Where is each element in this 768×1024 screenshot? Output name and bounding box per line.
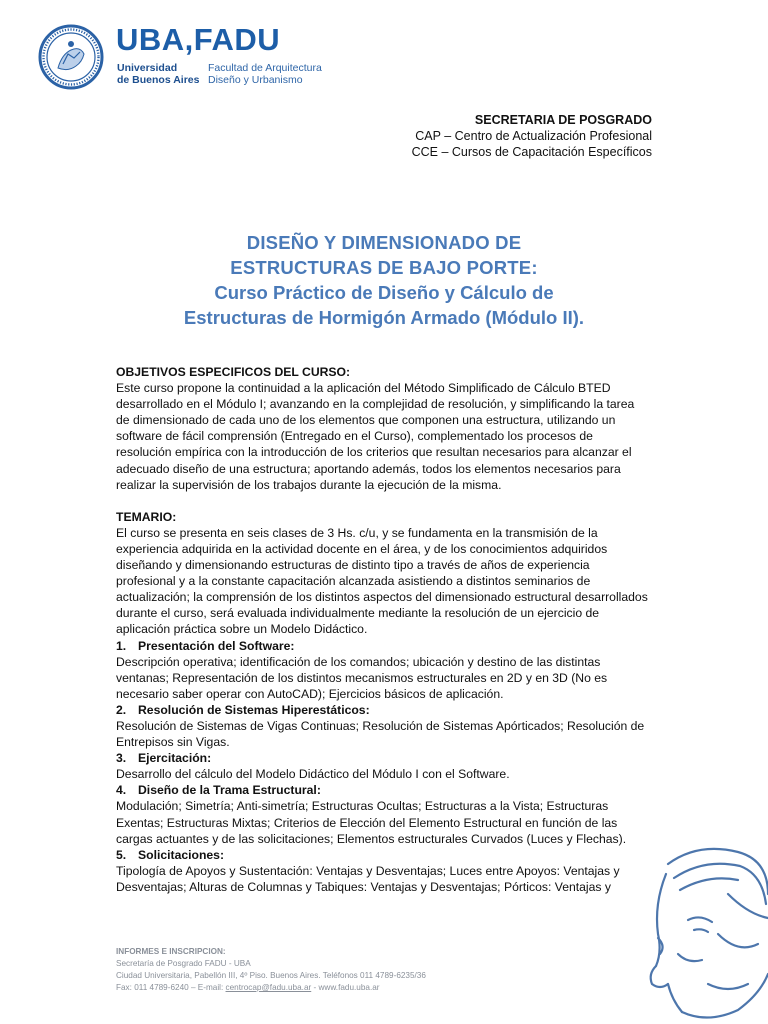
footer-contact [116, 946, 426, 994]
temario-item-title: 1. Presentación del Software: [116, 638, 295, 653]
secretaria-line: SECRETARIA DE POSGRADO [474, 113, 652, 127]
secretaria-block [412, 112, 652, 160]
university-seal-icon [38, 24, 104, 90]
temario-item-title: 4. Diseño de la Trama Estructural: [116, 783, 321, 798]
footer-secretaria: Secretaría de Posgrado FADU - UBA [116, 959, 251, 968]
temario-item-text: Resolución de Sistemas de Vigas Continuas; Resolución de Sistemas Apórticados; Resolución de Entrepisos sin Vigas. [116, 718, 645, 750]
title-line-3: Curso Práctico de Diseño y Cálculo de [214, 282, 554, 303]
temario-item-title: 3. Ejercitación: [116, 751, 212, 766]
temario-intro: El curso se presenta en seis clases de 3 Hs. c/u, y se fundamenta en la transmisión de la experiencia adquirida en la actividad docente en el área, y de los conocimientos adquiridos diseñando y dimensionando estructuras de distinto tipo a través de años de experiencia profesional y a la constante capacitación alcanzada asistiendo a distintos seminarios de actualización; la comprensión de los distintos aspectos del dimensionado estructural desarrollados durante el curso, será evaluada individualmente mediante la resolución de un ejercicio de aplicación práctica sobre un Modelo Didáctico. [116, 525, 648, 637]
decorative-face-drawing-icon [608, 834, 768, 1024]
title-line-1: DISEÑO Y DIMENSIONADO DE [246, 232, 522, 253]
website-link[interactable]: www.fadu.uba.ar [318, 983, 380, 992]
cap-line: CAP – Centro de Actualización Profesional [415, 129, 652, 143]
footer-heading: INFORMES E INSCRIPCION: [116, 947, 226, 956]
university-name: Universidad de Buenos Aires [117, 62, 200, 86]
temario-item-title: 5. Solicitaciones: [116, 847, 225, 862]
brand-wordmark: UBA,FADU [116, 22, 281, 57]
email-link[interactable]: centrocap@fadu.uba.ar [225, 983, 312, 992]
uba-fadu-logo [38, 24, 358, 90]
objetivos-heading: OBJETIVOS ESPECIFICOS DEL CURSO: [116, 365, 351, 379]
faculty-name: Facultad de Arquitectura Diseño y Urbanismo [208, 62, 322, 86]
temario-item-text: Descripción operativa; identificación de los comandos; ubicación y destino de las distintas ventanas; Representación de los distintos mecanismos estructurales en 2D y en 3D (No es necesario saber operar con AutoCAD); Ejercicios básicos de aplicación. [116, 654, 608, 701]
temario-item-text: Desarrollo del cálculo del Modelo Didáctico del Módulo I con el Software. [116, 767, 510, 782]
cce-line: CCE – Cursos de Capacitación Específicos [411, 145, 652, 159]
footer-address: Ciudad Universitaria, Pabellón III, 4º Piso. Buenos Aires. Teléfonos 011 4789-6235/36 [116, 971, 426, 980]
footer-fax-line: Fax: 011 4789-6240 – E-mail: centrocap@fadu.uba.ar - www.fadu.uba.ar [116, 983, 380, 992]
title-line-4: Estructuras de Hormigón Armado (Módulo II). [183, 307, 585, 328]
temario-heading: TEMARIO: [116, 509, 177, 524]
objetivos-text: Este curso propone la continuidad a la aplicación del Método Simplificado de Cálculo BTED desarrollado en el Módulo I; avanzando en la complejidad de resolución, y simplificando la tarea de dimensionado de cada uno de los elementos que componen una estructura, utilizando un software de fácil comprensión (Entregado en el Curso), complementado los procesos de resolución empírica con la introducción de los criterios que resultan necesarios para alcanzar el adecuado diseño de una estructura; aportando además, todos los elementos necesarios para realizar la supervisión de los trabajos durante la ejecución de la misma. [116, 381, 635, 492]
title-line-2: ESTRUCTURAS DE BAJO PORTE: [230, 257, 538, 278]
course-title [116, 230, 652, 330]
temario-item-text: Tipología de Apoyos y Sustentación: Ventajas y Desventajas; Luces entre Apoyos: Ventajas y Desventajas; Alturas de Columnas y Tabiques: Ventajas y Desventajas; Pórticos: Ventajas y [116, 863, 620, 894]
temario-item-title: 2. Resolución de Sistemas Hiperestáticos: [116, 702, 370, 717]
temario-item-text: Modulación; Simetría; Anti-simetría; Estructuras Ocultas; Estructuras a la Vista; Estructuras Exentas; Estructuras Mixtas; Criterios de Elección del Elemento Estructural en función de las cargas actuantes y de las solicitaciones; Elementos estructurales Curvados (Luces y Flechas). [116, 799, 627, 846]
document-body [116, 364, 651, 895]
